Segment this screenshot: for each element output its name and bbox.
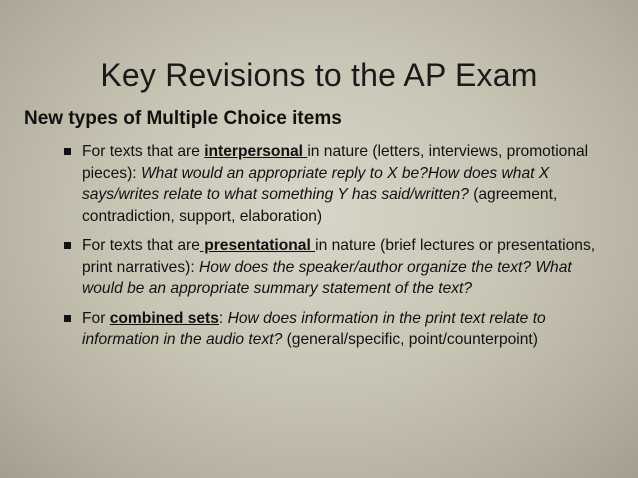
bullet-question: What would an appropriate reply to X be?How does what X says/writes relate to what something Y has said/written? bbox=[82, 164, 550, 203]
slide-subtitle: New types of Multiple Choice items bbox=[24, 108, 342, 129]
slide-title: Key Revisions to the AP Exam bbox=[100, 57, 538, 93]
bullet-item-interpersonal bbox=[62, 141, 602, 227]
square-bullet-icon bbox=[64, 148, 71, 155]
bullet-question: How does the speaker/author organize the text? What would be an appropriate summary statement of the text? bbox=[82, 258, 572, 297]
bullet-item-combined-sets bbox=[62, 308, 602, 351]
bullet-text-pre: For bbox=[82, 309, 110, 327]
bullet-keyword: interpersonal bbox=[204, 143, 308, 160]
bullet-keyword: presentational bbox=[199, 237, 316, 254]
square-bullet-icon bbox=[64, 315, 71, 322]
bullet-text-mid: : bbox=[218, 309, 228, 327]
bullet-text-post: (general/specific, point/counterpoint) bbox=[282, 331, 538, 348]
bullet-keyword: combined sets bbox=[109, 309, 219, 327]
bullet-question: How does information in the print text relate to information in the audio text? bbox=[82, 309, 546, 348]
bullet-text-pre: For texts that are bbox=[82, 143, 205, 160]
bullet-text-mid: in nature (brief lectures or presentations, print narratives): bbox=[82, 237, 596, 276]
bullet-list bbox=[62, 141, 602, 359]
bullet-item-presentational bbox=[62, 235, 602, 300]
bullet-text-post: (agreement, contradiction, support, elaboration) bbox=[82, 186, 558, 225]
bullet-text-pre: For texts that are bbox=[82, 237, 200, 254]
bullet-text-mid: in nature (letters, interviews, promotional pieces): bbox=[82, 143, 589, 182]
square-bullet-icon bbox=[64, 242, 71, 249]
